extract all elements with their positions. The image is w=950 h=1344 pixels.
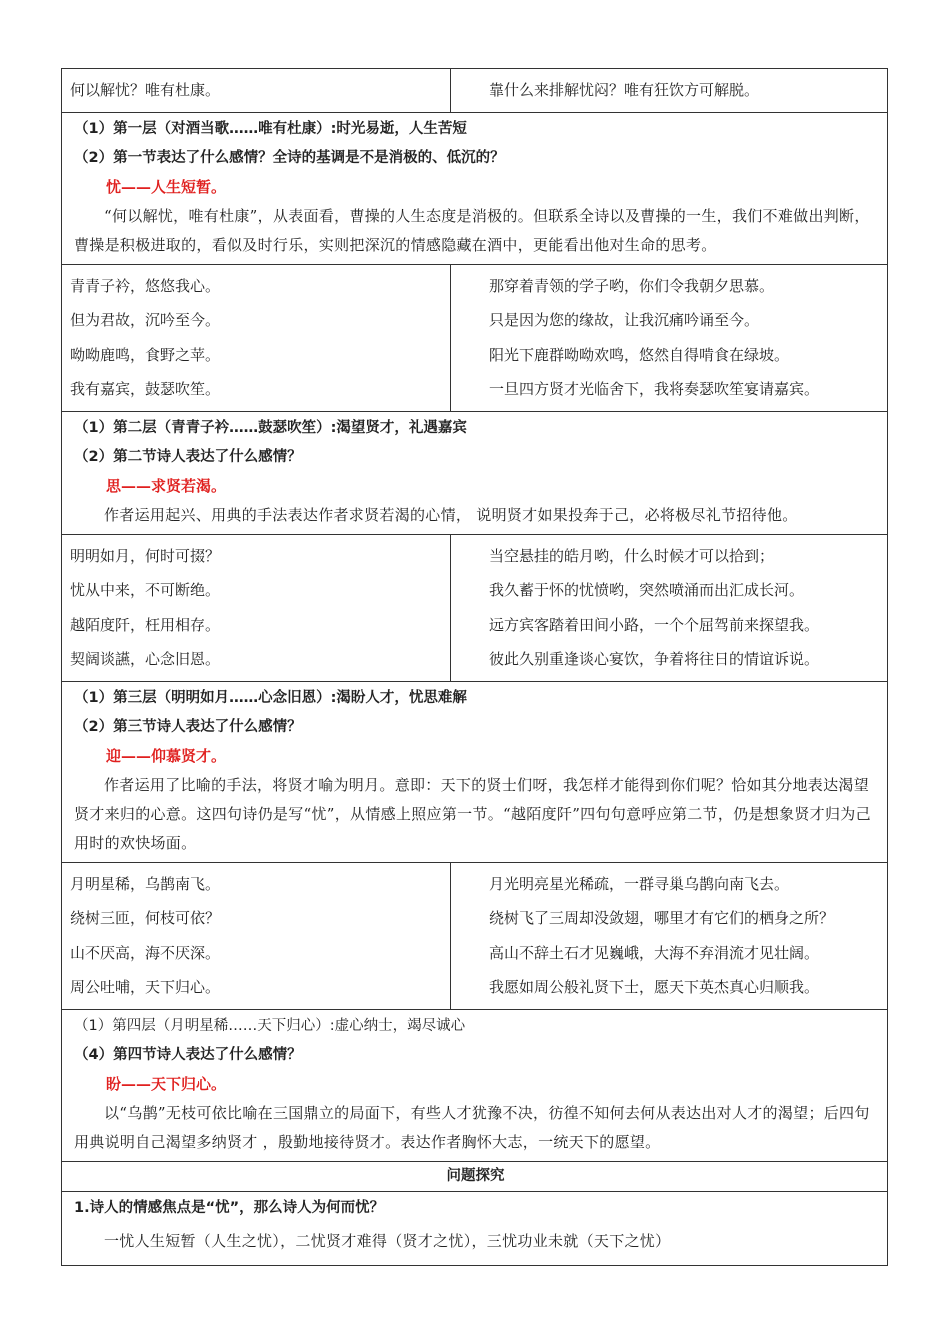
poem-line: 山不厌高，海不厌深。 (70, 943, 221, 962)
poem-line: 月明星稀，乌鹊南飞。 (70, 874, 221, 893)
inquiry-block (62, 1191, 887, 1265)
analysis-paragraph: 以“乌鹊”无枝可依比喻在三国鼎立的局面下，有些人才犹豫不决，彷徨不知何去何从表达出对人才的渴望；后四句用典说明自己渴望多纳贤才 ，殷勤地接待贤才。表达作者胸怀大志，一统天下的愿望。 (74, 1103, 870, 1151)
analysis-block-1 (62, 112, 887, 264)
translation-line: 远方宾客踏着田间小路，一个个屈驾前来探望我。 (489, 615, 820, 634)
analysis-block-2 (62, 411, 887, 534)
poem-translation-cell (451, 265, 887, 411)
poem-line: 契阔谈讌，心念旧恩。 (70, 650, 221, 668)
inquiry-question: 1.诗人的情感焦点是“忧”，那么诗人为何而忧？ (74, 1199, 385, 1216)
poem-translation-cell (451, 69, 887, 112)
question-heading: （2）第二节诗人表达了什么感情？ (74, 448, 302, 465)
layer-heading: （1）第四层（月明星稀……天下归心）:虚心纳士，竭尽诚心 (74, 1017, 466, 1034)
poem-translation-cell (451, 535, 887, 681)
answer-highlight: 忧——人生短暂。 (106, 177, 227, 196)
poem-original-cell (62, 863, 451, 1009)
poem-row (62, 534, 887, 681)
poem-row (62, 69, 887, 112)
question-heading: （4）第四节诗人表达了什么感情？ (74, 1046, 302, 1063)
question-heading: （2）第三节诗人表达了什么感情？ (74, 718, 302, 735)
translation-line: 绕树飞了三周却没敛翅，哪里才有它们的栖身之所？ (489, 909, 835, 927)
translation-line: 一旦四方贤才光临舍下，我将奏瑟吹笙宴请嘉宾。 (489, 380, 820, 398)
poem-line: 绕树三匝，何枝可依？ (70, 909, 221, 927)
poem-original-cell (62, 265, 451, 411)
layer-heading: （1）第一层（对酒当歌……唯有杜康）:时光易逝，人生苦短 (74, 120, 467, 137)
poem-line: 越陌度阡，枉用相存。 (70, 615, 221, 634)
poem-row (62, 264, 887, 411)
poem-original-cell (62, 535, 451, 681)
inquiry-answer: 一忧人生短暂（人生之忧），二忧贤才难得（贤才之忧），三忧功业未就（天下之忧） (104, 1231, 671, 1250)
layer-heading: （1）第三层（明明如月……心念旧恩）:渴盼人才，忧思难解 (74, 689, 467, 706)
answer-highlight: 盼——天下归心。 (106, 1074, 227, 1093)
translation-line: 月光明亮星光稀疏，一群寻巢乌鹊向南飞去。 (489, 874, 790, 893)
analysis-block-4 (62, 1009, 887, 1161)
translation-line: 当空悬挂的皓月哟，什么时候才可以拾到； (489, 546, 775, 565)
question-heading: （2）第一节表达了什么感情？全诗的基调是不是消极的、低沉的？ (74, 149, 505, 166)
analysis-paragraph: 作者运用了比喻的手法，将贤才喻为明月。意即：天下的贤士们呀，我怎样才能得到你们呢？恰如其分地表达渴望贤才来归的心意。这四句诗仍是写“忧”，从情感上照应第一节。“越陌度阡”四句句意呼应第二节，仍是想象贤才归为己用时的欢快场面。 (74, 775, 871, 852)
analysis-paragraph: “何以解忧，唯有杜康”，从表面看，曹操的人生态度是消极的。但联系全诗以及曹操的一生，我们不难做出判断，曹操是积极进取的，看似及时行乐，实则把深沉的情感隐藏在酒中，更能看出他对生命的思考。 (74, 206, 870, 254)
poem-original-cell (62, 69, 451, 112)
translation-line: 靠什么来排解忧闷？唯有狂饮方可解脱。 (489, 81, 760, 99)
poem-line: 忧从中来，不可断绝。 (70, 581, 221, 599)
translation-line: 高山不辞土石才见巍峨，大海不弃涓流才见壮阔。 (489, 943, 820, 962)
translation-line: 彼此久别重逢谈心宴饮，争着将往日的情谊诉说。 (489, 650, 820, 668)
translation-line: 我久蓄于怀的忧愤哟，突然喷涌而出汇成长河。 (489, 581, 805, 599)
poem-row (62, 862, 887, 1009)
poem-line: 何以解忧？唯有杜康。 (70, 81, 221, 99)
poem-line: 呦呦鹿鸣，食野之苹。 (70, 345, 221, 364)
poem-translation-cell (451, 863, 887, 1009)
answer-highlight: 迎——仰慕贤才。 (106, 746, 227, 765)
poem-line: 周公吐哺，天下归心。 (70, 978, 221, 996)
poem-line: 我有嘉宾，鼓瑟吹笙。 (70, 380, 221, 398)
analysis-paragraph: 作者运用起兴、用典的手法表达作者求贤若渴的心情， 说明贤才如果投奔于己，必将极尽礼节招待他。 (104, 505, 798, 524)
layer-heading: （1）第二层（青青子衿……鼓瑟吹笙）:渴望贤才，礼遇嘉宾 (74, 419, 467, 436)
answer-highlight: 思——求贤若渴。 (106, 476, 227, 495)
translation-line: 阳光下鹿群呦呦欢鸣，悠然自得啃食在绿坡。 (489, 345, 790, 364)
poem-line: 青青子衿，悠悠我心。 (70, 276, 221, 295)
inquiry-heading: 问题探究 (446, 1167, 505, 1184)
translation-line: 我愿如周公般礼贤下士，愿天下英杰真心归顺我。 (489, 978, 820, 996)
analysis-block-3 (62, 681, 887, 862)
translation-line: 只是因为您的缘故，让我沉痛吟诵至今。 (489, 311, 760, 329)
translation-line: 那穿着青领的学子哟，你们令我朝夕思慕。 (489, 276, 775, 295)
inquiry-heading-row (62, 1161, 887, 1191)
poem-line: 但为君故，沉吟至今。 (70, 311, 221, 329)
lesson-table (61, 68, 888, 1266)
poem-line: 明明如月，何时可掇？ (70, 546, 221, 565)
